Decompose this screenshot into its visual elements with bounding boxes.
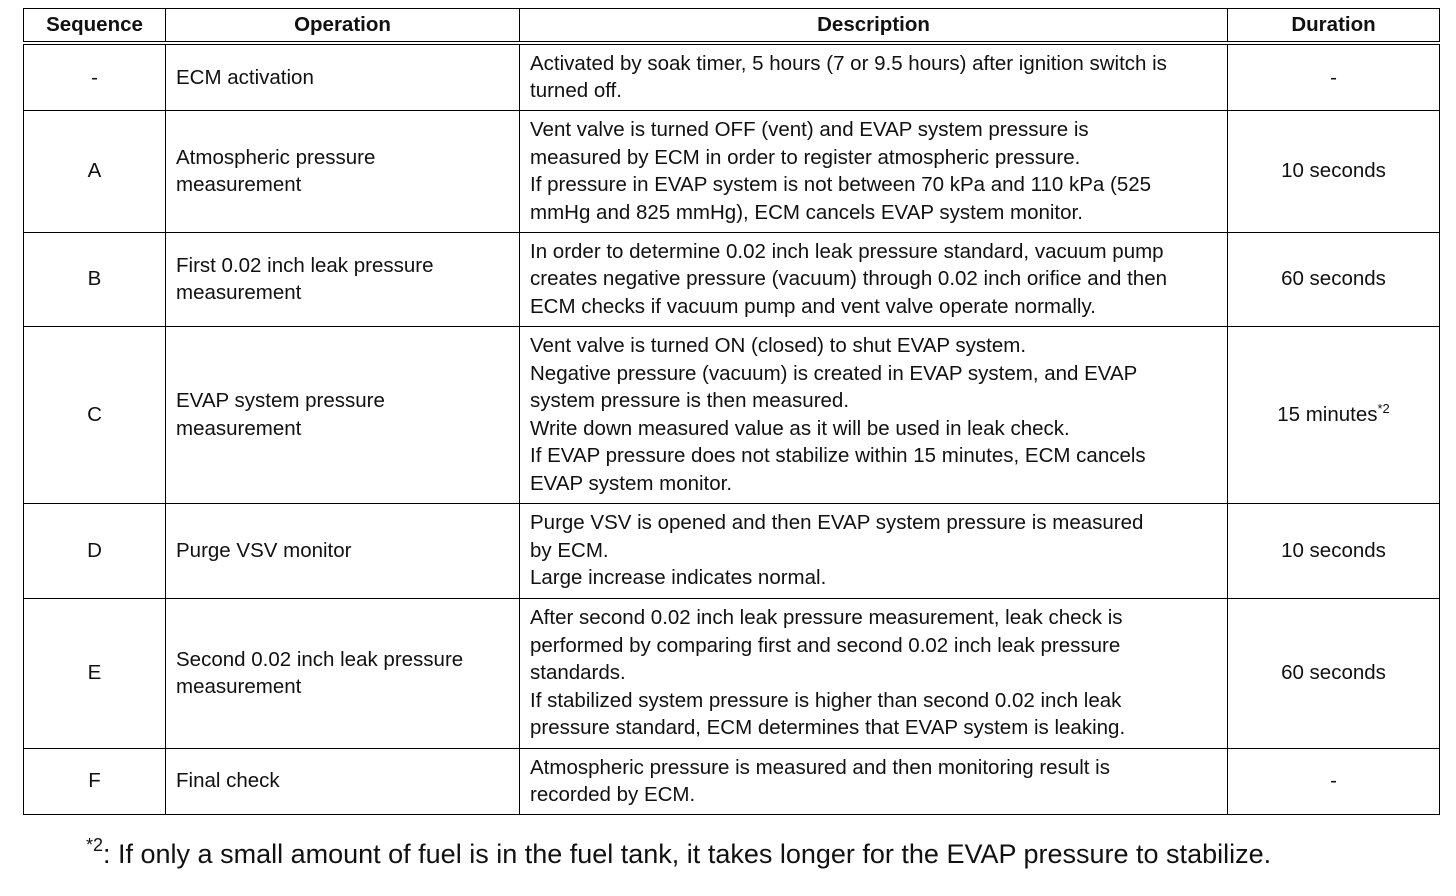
operation-line: First 0.02 inch leak pressure [176,253,434,277]
footnote [86,836,1271,872]
header-description: Description [520,9,1228,44]
duration-cell: 10 seconds [1228,110,1440,232]
description-line: performed by comparing first and second 0.02 inch leak pressure [530,633,1121,657]
table-header-row [24,9,1440,44]
description-line: measured by ECM in order to register atmospheric pressure. [530,145,1081,169]
operation-line: Second 0.02 inch leak pressure [176,647,464,671]
sequence-cell: A [24,110,166,232]
description-cell [520,503,1228,598]
table-row [24,232,1440,326]
header-sequence: Sequence [24,9,166,44]
operation-cell [166,503,520,598]
description-line: by ECM. [530,538,609,562]
description-cell [520,598,1228,748]
operation-cell [166,43,520,110]
description-line: turned off. [530,79,622,103]
duration-cell: - [1228,43,1440,110]
operation-line: ECM activation [176,65,314,89]
operation-line: measurement [176,173,302,196]
operation-line: measurement [176,416,302,440]
footnote-text: : If only a small amount of fuel is in the fuel tank, it takes longer for the EVAP pressure to stabilize. [103,839,1272,869]
operation-cell [166,110,520,232]
operation-line: measurement [176,675,302,698]
sequence-cell: E [24,598,166,748]
description-line: Write down measured value as it will be used in leak check. [530,416,1070,440]
duration-cell [1228,326,1440,503]
description-line: pressure standard, ECM determines that EVAP system is leaking. [530,716,1126,740]
operation-line: Purge VSV monitor [176,538,352,562]
footnote-reference: *2 [1377,400,1390,416]
duration-cell: 60 seconds [1228,232,1440,326]
description-line: EVAP system monitor. [530,471,733,495]
sequence-cell: D [24,503,166,598]
description-line: ECM checks if vacuum pump and vent valve operate normally. [530,294,1096,318]
sequence-cell: C [24,326,166,503]
description-line: If stabilized system pressure is higher than second 0.02 inch leak [530,688,1122,712]
description-cell [520,232,1228,326]
duration-value: 15 minutes [1277,402,1378,426]
operation-cell [166,232,520,326]
table-row [24,326,1440,503]
table-row [24,110,1440,232]
operation-line: Final check [176,769,280,793]
operation-cell [166,598,520,748]
table-row [24,598,1440,748]
description-line: recorded by ECM. [530,783,696,806]
description-line: mmHg and 825 mmHg), ECM cancels EVAP system monitor. [530,200,1083,224]
description-line: system pressure is then measured. [530,389,850,412]
header-operation: Operation [166,9,520,44]
description-line: Negative pressure (vacuum) is created in EVAP system, and EVAP [530,361,1138,385]
description-line: After second 0.02 inch leak pressure measurement, leak check is [530,606,1123,630]
description-line: Large increase indicates normal. [530,566,827,590]
table-row [24,748,1440,814]
description-cell [520,43,1228,110]
description-line: If pressure in EVAP system is not between 70 kPa and 110 kPa (525 [530,173,1152,196]
description-line: creates negative pressure (vacuum) through 0.02 inch orifice and then [530,267,1168,291]
description-line: In order to determine 0.02 inch leak pressure standard, vacuum pump [530,239,1164,263]
description-cell [520,748,1228,814]
description-cell [520,110,1228,232]
description-line: If EVAP pressure does not stabilize within 15 minutes, ECM cancels [530,444,1146,467]
operation-cell [166,326,520,503]
operation-line: measurement [176,281,302,304]
description-line: Atmospheric pressure is measured and then monitoring result is [530,755,1110,779]
duration-cell: - [1228,748,1440,814]
description-line: Purge VSV is opened and then EVAP system pressure is measured [530,511,1144,535]
operation-line: EVAP system pressure [176,389,385,412]
table-row [24,503,1440,598]
table-row [24,43,1440,110]
sequence-cell: F [24,748,166,814]
description-line: Activated by soak timer, 5 hours (7 or 9.5 hours) after ignition switch is [530,51,1167,75]
footnote-marker: *2 [86,835,104,855]
duration-cell: 60 seconds [1228,598,1440,748]
description-line: Vent valve is turned OFF (vent) and EVAP system pressure is [530,118,1089,141]
operation-cell [166,748,520,814]
description-line: standards. [530,661,626,685]
description-line: Vent valve is turned ON (closed) to shut EVAP system. [530,334,1027,357]
operation-line: Atmospheric pressure [176,145,376,169]
sequence-cell: - [24,43,166,110]
evap-monitor-table [23,8,1440,815]
duration-cell: 10 seconds [1228,503,1440,598]
description-cell [520,326,1228,503]
sequence-cell: B [24,232,166,326]
header-duration: Duration [1228,9,1440,44]
